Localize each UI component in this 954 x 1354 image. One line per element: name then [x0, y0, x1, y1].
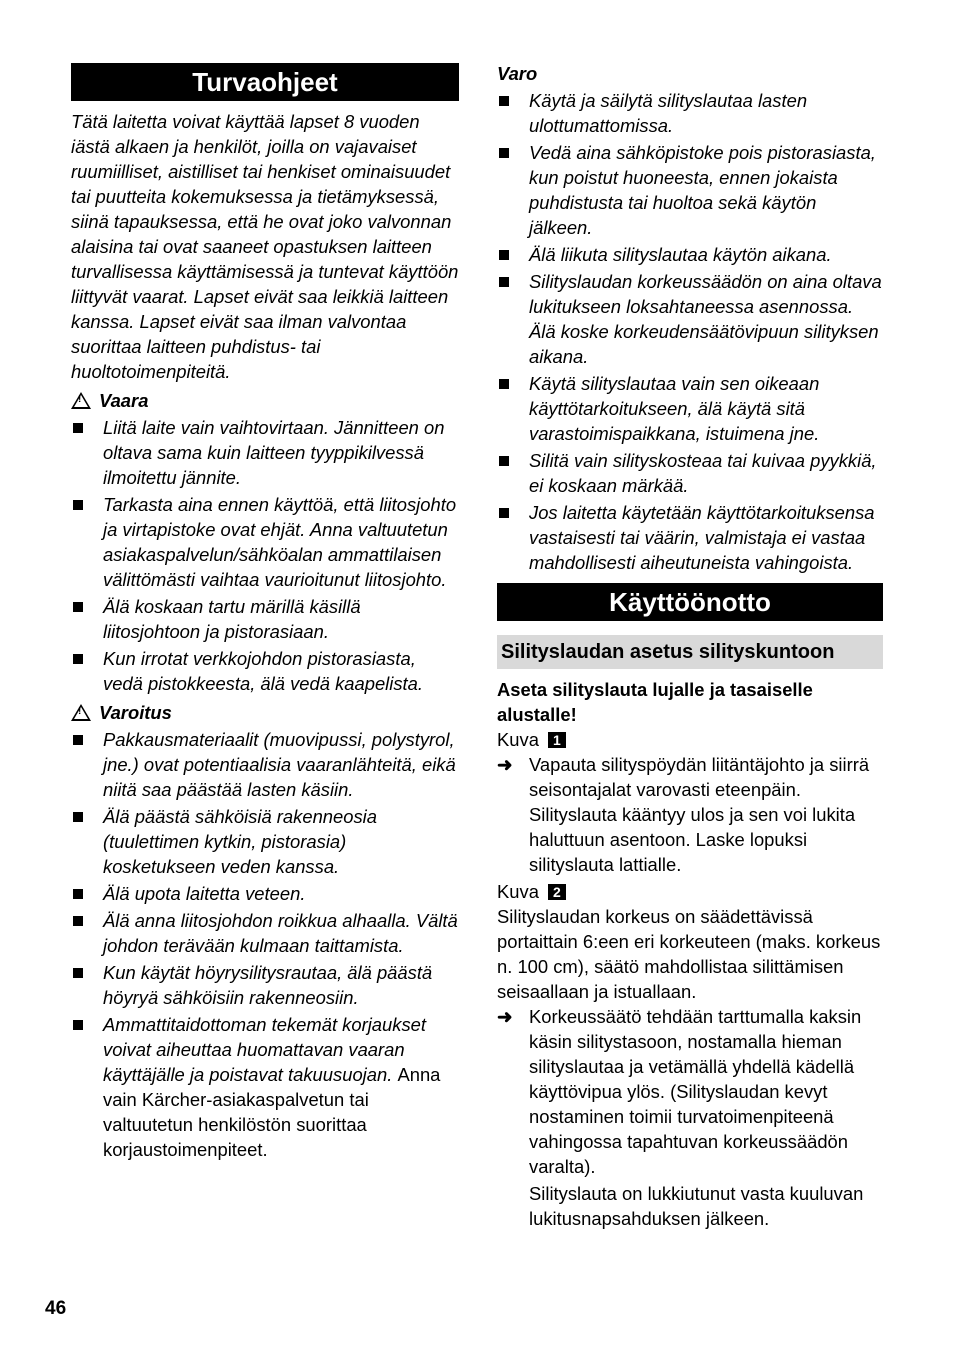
list-item: Älä upota laitetta veteen.: [71, 881, 459, 906]
warning-triangle-icon: [71, 704, 91, 721]
danger-label-row: [71, 388, 459, 413]
list-item: Älä päästä sähköisiä rakenneosia (tuulettimen kytkin, pistorasia) kosketukseen veden kanssa.: [71, 804, 459, 879]
step-2-text: Korkeussäätö tehdään tarttumalla kaksin käsin silitystasoon, nostamalla hieman silityslautaa ja vetämällä yhdellä kädellä käyttövipua ylös. (Silityslaudan kevyt nostaminen toimii turvatoimenpiteenä vahingossa tapahtuvan korkeussäädön varalta).: [529, 1006, 862, 1177]
left-column: [71, 63, 459, 1162]
section-subheading: Silityslaudan asetus silityskuntoon: [497, 635, 883, 669]
list-item: Älä koskaan tartu märillä käsillä liitosjohtoon ja pistorasiaan.: [71, 594, 459, 644]
list-item: Kun irrotat verkkojohdon pistorasiasta, vedä pistokkeesta, älä vedä kaapelista.: [71, 646, 459, 696]
list-item: Kun käytät höyrysilitysrautaa, älä päästä höyryä sähköisiin rakenneosiin.: [71, 960, 459, 1010]
right-column: [497, 61, 883, 1231]
caution-list: [497, 88, 883, 575]
list-item: Tarkasta aina ennen käyttöä, että liitosjohto ja virtapistoke ovat ehjät. Anna valtuutetun asiakaspalvelun/sähköalan ammattilaisen välittömästi vaihtaa vaurioitunut liitosjohto.: [71, 492, 459, 592]
warning-label-row: [71, 700, 459, 725]
list-item: Älä liikuta silityslautaa käytön aikana.: [497, 242, 883, 267]
list-item: Silitä vain silityskosteaa tai kuivaa pyykkiä, ei koskaan märkää.: [497, 448, 883, 498]
arrow-right-icon: ➜: [497, 1006, 513, 1027]
list-item-normal: Anna vain Kärcher-asiakaspalvetun tai valtuutetun henkilöstön suorittaa korjaustoimenpiteet.: [103, 1064, 441, 1160]
step-2-continuation: Silityslauta on lukkiutunut vasta kuuluvan lukitusnapsahduksen jälkeen.: [529, 1183, 864, 1229]
list-item: Pakkausmateriaalit (muovipussi, polystyrol, jne.) ovat potentiaalisia vaaranlähteitä, eikä niitä saa päästää lasten käsiin.: [71, 727, 459, 802]
list-item: Älä anna liitosjohdon roikkua alhaalla. Vältä johdon terävään kulmaan taittamista.: [71, 908, 459, 958]
warning-label: Varoitus: [99, 702, 172, 723]
list-item-italic: Ammattitaidottoman tekemät korjaukset voivat aiheuttaa huomattavan vaaran käyttäjälle ja poistavat takuusuojan.: [103, 1014, 426, 1085]
figure-ref-1: [497, 727, 883, 752]
figure-word: Kuva: [497, 881, 539, 902]
danger-list: [71, 415, 459, 696]
step-1-text: Vapauta silityspöydän liitäntäjohto ja siirrä seisontajalat varovasti eteenpäin. Silityslauta kääntyy ulos ja sen voi lukita haluttuun asentoon. Laske lopuksi silityslauta lattialle.: [529, 754, 870, 875]
warning-triangle-icon: [71, 392, 91, 409]
page-number: 46: [45, 1298, 67, 1319]
list-item: Käytä silityslautaa vain sen oikeaan käyttötarkoitukseen, älä käytä sitä varastoimispaikkana, istuimena jne.: [497, 371, 883, 446]
caution-label: Varo: [497, 63, 538, 84]
list-item: Käytä ja säilytä silityslautaa lasten ulottumattomissa.: [497, 88, 883, 138]
figure-number-badge: 1: [548, 732, 566, 748]
intro-paragraph: Tätä laitetta voivat käyttää lapset 8 vuoden iästä alkaen ja henkilöt, joilla on vajavaiset ruumiilliset, aistilliset tai henkiset ominaisuudet tai puutteita kokemuksessa ja tietämyksessä, siinä tapauksessa, että he ovat joko valvonnan alaisina tai ovat saaneet opastuksen laitteen turvallisessa käyttämisessä ja tuntevat käyttöön liittyvät vaarat. Lapset eivät saa leikkiä laitteen kanssa. Lapset eivät saa ilman valvontaa suorittaa laitteen puhdistus- tai huoltotoimenpiteitä.: [71, 111, 459, 382]
list-item: [71, 1012, 459, 1162]
list-item: Silityslaudan korkeussäädön on aina oltava lukitukseen loksahtaneessa asennossa. Älä koske korkeudensäätövipuun silityksen aikana.: [497, 269, 883, 369]
commissioning-heading: Käyttöönotto: [497, 583, 883, 621]
figure-ref-2: [497, 879, 883, 904]
safety-heading: Turvaohjeet: [71, 63, 459, 101]
figure-word: Kuva: [497, 729, 539, 750]
figure-number-badge: 2: [548, 884, 566, 900]
danger-label: Vaara: [99, 390, 149, 411]
bold-instruction: Aseta silityslauta lujalle ja tasaiselle alustalle!: [497, 679, 813, 725]
height-paragraph: Silityslaudan korkeus on säädettävissä portaittain 6:een eri korkeuteen (maks. korkeus n. 100 cm), säätö mahdollistaa silittämisen seisaallaan ja istuallaan.: [497, 906, 881, 1002]
arrow-right-icon: ➜: [497, 754, 513, 775]
step-2: [497, 1004, 883, 1179]
warning-list: [71, 727, 459, 1162]
list-item: Vedä aina sähköpistoke pois pistorasiasta, kun poistut huoneesta, ennen jokaista puhdistusta tai huoltoa sekä käytön jälkeen.: [497, 140, 883, 240]
list-item: Jos laitetta käytetään käyttötarkoituksensa vastaisesti tai väärin, valmistaja ei vastaa mahdollisesti aiheutuneista vahingoista.: [497, 500, 883, 575]
step-1: [497, 752, 883, 877]
list-item: Liitä laite vain vaihtovirtaan. Jännitteen on oltava sama kuin laitteen tyyppikilvessä ilmoitettu jännite.: [71, 415, 459, 490]
